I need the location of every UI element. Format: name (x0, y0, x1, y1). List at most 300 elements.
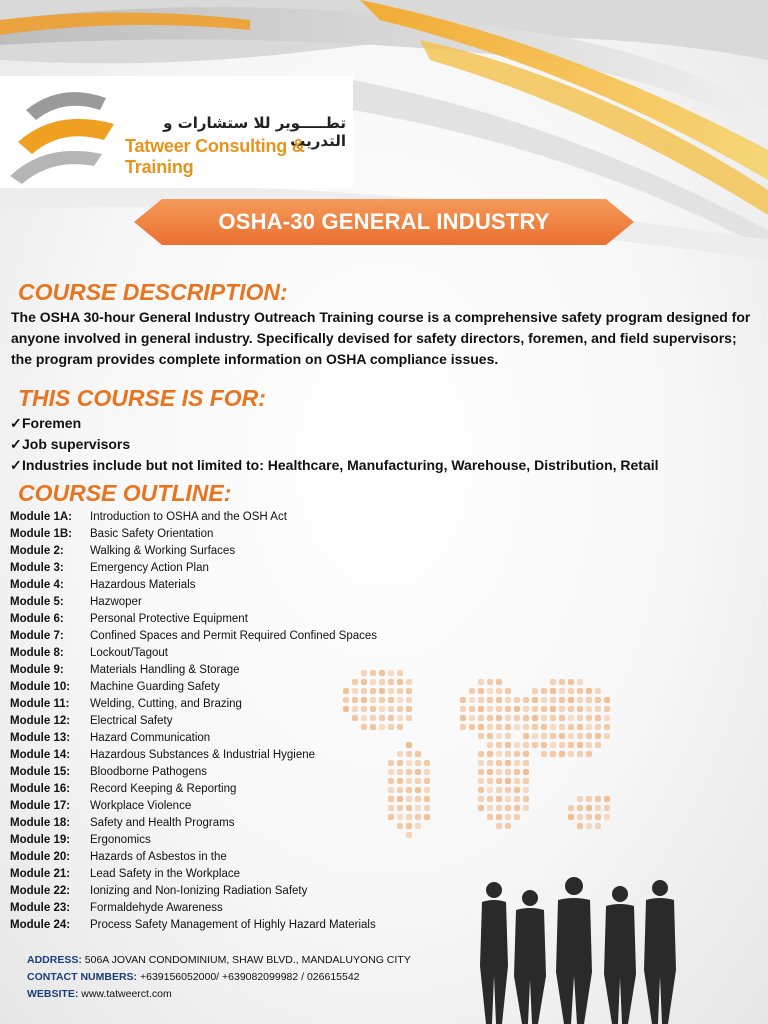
map-dot (478, 688, 484, 694)
map-dot (379, 706, 385, 712)
map-dot (361, 706, 367, 712)
map-dot (388, 778, 394, 784)
module-title: Hazwoper (90, 596, 142, 608)
map-dot (388, 805, 394, 811)
course-description-heading: COURSE DESCRIPTION: (18, 279, 288, 305)
map-dot (550, 733, 556, 739)
module-number: Module 6: (10, 613, 64, 625)
map-dot (388, 679, 394, 685)
map-dot (541, 742, 547, 748)
map-dot (505, 760, 511, 766)
course-outline-list (10, 509, 377, 934)
module-title: Machine Guarding Safety (90, 681, 220, 693)
module-title: Record Keeping & Reporting (90, 783, 237, 795)
module-number: Module 24: (10, 919, 71, 931)
map-dot (415, 823, 421, 829)
map-dot (487, 787, 493, 793)
map-dot (397, 724, 403, 730)
map-dot (523, 769, 529, 775)
outline-module-item (10, 543, 377, 560)
module-title: Process Safety Management of Highly Hazard Materials (90, 919, 376, 931)
list-item: ✓Industries include but not limited to: Healthcare, Manufacturing, Warehouse, Distribution, Retail (10, 455, 659, 476)
map-dot (568, 697, 574, 703)
logo-english-text: Tatweer Consulting & Training (125, 136, 305, 177)
map-dot (397, 769, 403, 775)
map-dot (586, 706, 592, 712)
map-dot (541, 715, 547, 721)
outline-module-item (10, 883, 377, 900)
map-dot (523, 751, 529, 757)
map-dot (460, 724, 466, 730)
map-dot (397, 778, 403, 784)
map-dot (541, 697, 547, 703)
module-number: Module 13: (10, 732, 71, 744)
map-dot (478, 751, 484, 757)
map-dot (352, 706, 358, 712)
map-dot (523, 733, 529, 739)
map-dot (586, 688, 592, 694)
map-dot (397, 751, 403, 757)
map-dot (523, 742, 529, 748)
map-dot (487, 805, 493, 811)
module-number: Module 1A: (10, 511, 72, 523)
map-dot (577, 742, 583, 748)
map-dot (478, 787, 484, 793)
module-number: Module 20: (10, 851, 71, 863)
map-dot (514, 742, 520, 748)
map-dot (577, 805, 583, 811)
contact-footer (27, 952, 411, 1003)
address-label: ADDRESS: (27, 954, 82, 966)
map-dot (595, 724, 601, 730)
map-dot (487, 733, 493, 739)
map-dot (406, 679, 412, 685)
map-dot (514, 697, 520, 703)
map-dot (505, 742, 511, 748)
map-dot (469, 688, 475, 694)
map-dot (532, 688, 538, 694)
map-dot (577, 751, 583, 757)
map-dot (604, 805, 610, 811)
map-dot (460, 715, 466, 721)
map-dot (496, 760, 502, 766)
map-dot (460, 706, 466, 712)
map-dot (352, 688, 358, 694)
map-dot (514, 706, 520, 712)
map-dot (361, 688, 367, 694)
map-dot (406, 688, 412, 694)
map-dot (397, 760, 403, 766)
map-dot (505, 688, 511, 694)
company-logo (0, 76, 353, 188)
map-dot (424, 769, 430, 775)
map-dot (487, 742, 493, 748)
map-dot (586, 805, 592, 811)
module-number: Module 19: (10, 834, 71, 846)
map-dot (478, 760, 484, 766)
module-title: Basic Safety Orientation (90, 528, 214, 540)
map-dot (514, 814, 520, 820)
map-dot (406, 760, 412, 766)
map-dot (505, 814, 511, 820)
map-dot (505, 805, 511, 811)
module-title: Hazardous Materials (90, 579, 196, 591)
module-number: Module 4: (10, 579, 64, 591)
map-dot (397, 805, 403, 811)
map-dot (478, 796, 484, 802)
map-dot (496, 724, 502, 730)
map-dot (514, 760, 520, 766)
map-dot (397, 814, 403, 820)
map-dot (532, 742, 538, 748)
map-dot (487, 706, 493, 712)
map-dot (568, 742, 574, 748)
map-dot (487, 715, 493, 721)
map-dot (424, 787, 430, 793)
map-dot (532, 715, 538, 721)
map-dot (559, 724, 565, 730)
map-dot (550, 724, 556, 730)
map-dot (595, 805, 601, 811)
map-dot (424, 796, 430, 802)
map-dot (343, 697, 349, 703)
map-dot (550, 715, 556, 721)
map-dot (406, 751, 412, 757)
map-dot (397, 787, 403, 793)
map-dot (469, 697, 475, 703)
map-dot (514, 751, 520, 757)
map-dot (523, 778, 529, 784)
module-number: Module 12: (10, 715, 71, 727)
map-dot (361, 679, 367, 685)
module-title: Safety and Health Programs (90, 817, 235, 829)
map-dot (496, 787, 502, 793)
map-dot (406, 778, 412, 784)
map-dot (406, 796, 412, 802)
map-dot (505, 787, 511, 793)
outline-module-item (10, 696, 377, 713)
map-dot (514, 796, 520, 802)
outline-module-item (10, 747, 377, 764)
map-dot (379, 697, 385, 703)
map-dot (361, 715, 367, 721)
module-number: Module 10: (10, 681, 71, 693)
map-dot (559, 706, 565, 712)
map-dot (379, 724, 385, 730)
map-dot (496, 706, 502, 712)
module-number: Module 17: (10, 800, 71, 812)
map-dot (370, 679, 376, 685)
module-title: Personal Protective Equipment (90, 613, 248, 625)
map-dot (460, 697, 466, 703)
map-dot (604, 724, 610, 730)
contact-label: CONTACT NUMBERS: (27, 971, 138, 983)
map-dot (406, 715, 412, 721)
map-dot (406, 742, 412, 748)
map-dot (514, 769, 520, 775)
outline-module-item (10, 900, 377, 917)
world-map-dots-graphic (340, 640, 630, 880)
map-dot (397, 688, 403, 694)
contact-line (27, 969, 411, 986)
module-title: Electrical Safety (90, 715, 173, 727)
map-dot (361, 670, 367, 676)
module-number: Module 8: (10, 647, 64, 659)
website-link[interactable]: www.tatweerct.com (81, 988, 172, 1000)
map-dot (415, 751, 421, 757)
map-dot (487, 814, 493, 820)
module-number: Module 2: (10, 545, 64, 557)
course-description-text: The OSHA 30-hour General Industry Outreach Training course is a comprehensive safety program designed for anyone involved in general industry. Specifically devised for safety directors, foremen, and field supervisors; the program provides complete information on OSHA compliance issues. (11, 309, 751, 367)
map-dot (370, 724, 376, 730)
map-dot (370, 715, 376, 721)
module-title: Walking & Working Surfaces (90, 545, 236, 557)
outline-module-item (10, 917, 377, 934)
map-dot (595, 688, 601, 694)
map-dot (496, 805, 502, 811)
map-dot (505, 823, 511, 829)
outline-module-item (10, 832, 377, 849)
map-dot (424, 814, 430, 820)
map-dot (586, 742, 592, 748)
map-dot (424, 778, 430, 784)
map-dot (343, 706, 349, 712)
map-dot (496, 796, 502, 802)
outline-module-item (10, 509, 377, 526)
map-dot (397, 679, 403, 685)
map-dot (478, 733, 484, 739)
map-dot (496, 742, 502, 748)
outline-module-item (10, 662, 377, 679)
map-dot (370, 688, 376, 694)
map-dot (541, 724, 547, 730)
map-dot (487, 724, 493, 730)
map-dot (379, 715, 385, 721)
map-dot (523, 805, 529, 811)
map-dot (388, 706, 394, 712)
map-dot (586, 724, 592, 730)
map-dot (397, 715, 403, 721)
map-dot (478, 778, 484, 784)
course-outline-heading: COURSE OUTLINE: (18, 480, 232, 506)
map-dot (523, 796, 529, 802)
map-dot (406, 706, 412, 712)
module-number: Module 18: (10, 817, 71, 829)
module-number: Module 3: (10, 562, 64, 574)
map-dot (379, 670, 385, 676)
map-dot (361, 697, 367, 703)
map-dot (496, 769, 502, 775)
map-dot (532, 706, 538, 712)
map-dot (487, 769, 493, 775)
map-dot (559, 679, 565, 685)
map-dot (397, 670, 403, 676)
map-dot (505, 778, 511, 784)
map-dot (505, 769, 511, 775)
map-dot (568, 715, 574, 721)
module-title: Emergency Action Plan (90, 562, 209, 574)
map-dot (343, 688, 349, 694)
map-dot (604, 697, 610, 703)
map-dot (586, 796, 592, 802)
map-dot (568, 688, 574, 694)
module-title: Ionizing and Non-Ionizing Radiation Safety (90, 885, 308, 897)
map-dot (568, 724, 574, 730)
map-dot (505, 724, 511, 730)
map-dot (559, 688, 565, 694)
map-dot (388, 796, 394, 802)
course-title: OSHA-30 GENERAL INDUSTRY (218, 209, 550, 234)
list-item: ✓Job supervisors (10, 434, 659, 455)
website-label: WEBSITE: (27, 988, 79, 1000)
map-dot (487, 760, 493, 766)
map-dot (577, 724, 583, 730)
map-dot (505, 751, 511, 757)
map-dot (532, 724, 538, 730)
map-dot (469, 706, 475, 712)
map-dot (505, 706, 511, 712)
outline-module-item (10, 764, 377, 781)
map-dot (415, 814, 421, 820)
map-dot (586, 697, 592, 703)
map-dot (559, 742, 565, 748)
map-dot (568, 751, 574, 757)
map-dot (577, 814, 583, 820)
map-dot (406, 787, 412, 793)
map-dot (397, 796, 403, 802)
map-dot (352, 715, 358, 721)
module-title: Confined Spaces and Permit Required Confined Spaces (90, 630, 378, 642)
map-dot (388, 787, 394, 793)
module-number: Module 23: (10, 902, 71, 914)
module-title: Hazardous Substances & Industrial Hygiene (90, 749, 316, 761)
map-dot (595, 697, 601, 703)
outline-module-item (10, 645, 377, 662)
map-dot (415, 796, 421, 802)
map-dot (478, 769, 484, 775)
map-dot (559, 751, 565, 757)
map-dot (478, 706, 484, 712)
map-dot (559, 733, 565, 739)
contact-value: +639156052000/ +639082099982 / 026615542 (139, 971, 360, 983)
map-dot (604, 715, 610, 721)
map-dot (604, 733, 610, 739)
map-dot (532, 733, 538, 739)
map-dot (595, 742, 601, 748)
map-dot (388, 688, 394, 694)
map-dot (523, 787, 529, 793)
module-number: Module 21: (10, 868, 71, 880)
module-number: Module 9: (10, 664, 64, 676)
map-dot (388, 769, 394, 775)
map-dot (604, 796, 610, 802)
map-dot (496, 679, 502, 685)
map-dot (496, 823, 502, 829)
map-dot (550, 751, 556, 757)
map-dot (595, 796, 601, 802)
map-dot (496, 733, 502, 739)
map-dot (496, 697, 502, 703)
outline-module-item (10, 628, 377, 645)
map-dot (595, 706, 601, 712)
map-dot (478, 679, 484, 685)
map-dot (568, 814, 574, 820)
map-dot (361, 724, 367, 730)
course-for-list (10, 413, 659, 476)
module-number: Module 1B: (10, 528, 72, 540)
map-dot (487, 751, 493, 757)
map-dot (505, 733, 511, 739)
map-dot (577, 796, 583, 802)
map-dot (595, 733, 601, 739)
outline-module-item (10, 577, 377, 594)
map-dot (352, 697, 358, 703)
map-dot (406, 697, 412, 703)
map-dot (397, 697, 403, 703)
map-dot (388, 670, 394, 676)
map-dot (514, 715, 520, 721)
map-dot (568, 679, 574, 685)
map-dot (406, 805, 412, 811)
map-dot (496, 715, 502, 721)
map-dot (496, 778, 502, 784)
module-number: Module 14: (10, 749, 71, 761)
map-dot (478, 697, 484, 703)
map-dot (541, 733, 547, 739)
map-dot (397, 823, 403, 829)
map-dot (514, 724, 520, 730)
outline-module-item (10, 679, 377, 696)
map-dot (496, 751, 502, 757)
map-dot (388, 724, 394, 730)
map-dot (415, 805, 421, 811)
map-dot (577, 688, 583, 694)
module-title: Formaldehyde Awareness (90, 902, 223, 914)
map-dot (586, 814, 592, 820)
map-dot (541, 706, 547, 712)
map-dot (406, 832, 412, 838)
map-dot (532, 697, 538, 703)
map-dot (370, 670, 376, 676)
map-dot (379, 679, 385, 685)
checkmark-icon: ✓ (10, 436, 22, 452)
map-dot (514, 778, 520, 784)
map-dot (595, 814, 601, 820)
map-dot (478, 805, 484, 811)
module-title: Ergonomics (90, 834, 151, 846)
list-item: ✓Foremen (10, 413, 659, 434)
map-dot (406, 769, 412, 775)
map-dot (559, 697, 565, 703)
checkmark-icon: ✓ (10, 457, 22, 473)
map-dot (523, 715, 529, 721)
outline-module-item (10, 560, 377, 577)
module-title: Welding, Cutting, and Brazing (90, 698, 242, 710)
outline-module-item (10, 713, 377, 730)
map-dot (388, 814, 394, 820)
module-title: Hazard Communication (90, 732, 211, 744)
map-dot (577, 697, 583, 703)
map-dot (469, 715, 475, 721)
logo-swoosh-icon (6, 80, 116, 184)
module-number: Module 22: (10, 885, 71, 897)
map-dot (514, 787, 520, 793)
outline-module-item (10, 594, 377, 611)
map-dot (559, 715, 565, 721)
map-dot (595, 715, 601, 721)
map-dot (568, 706, 574, 712)
map-dot (586, 733, 592, 739)
